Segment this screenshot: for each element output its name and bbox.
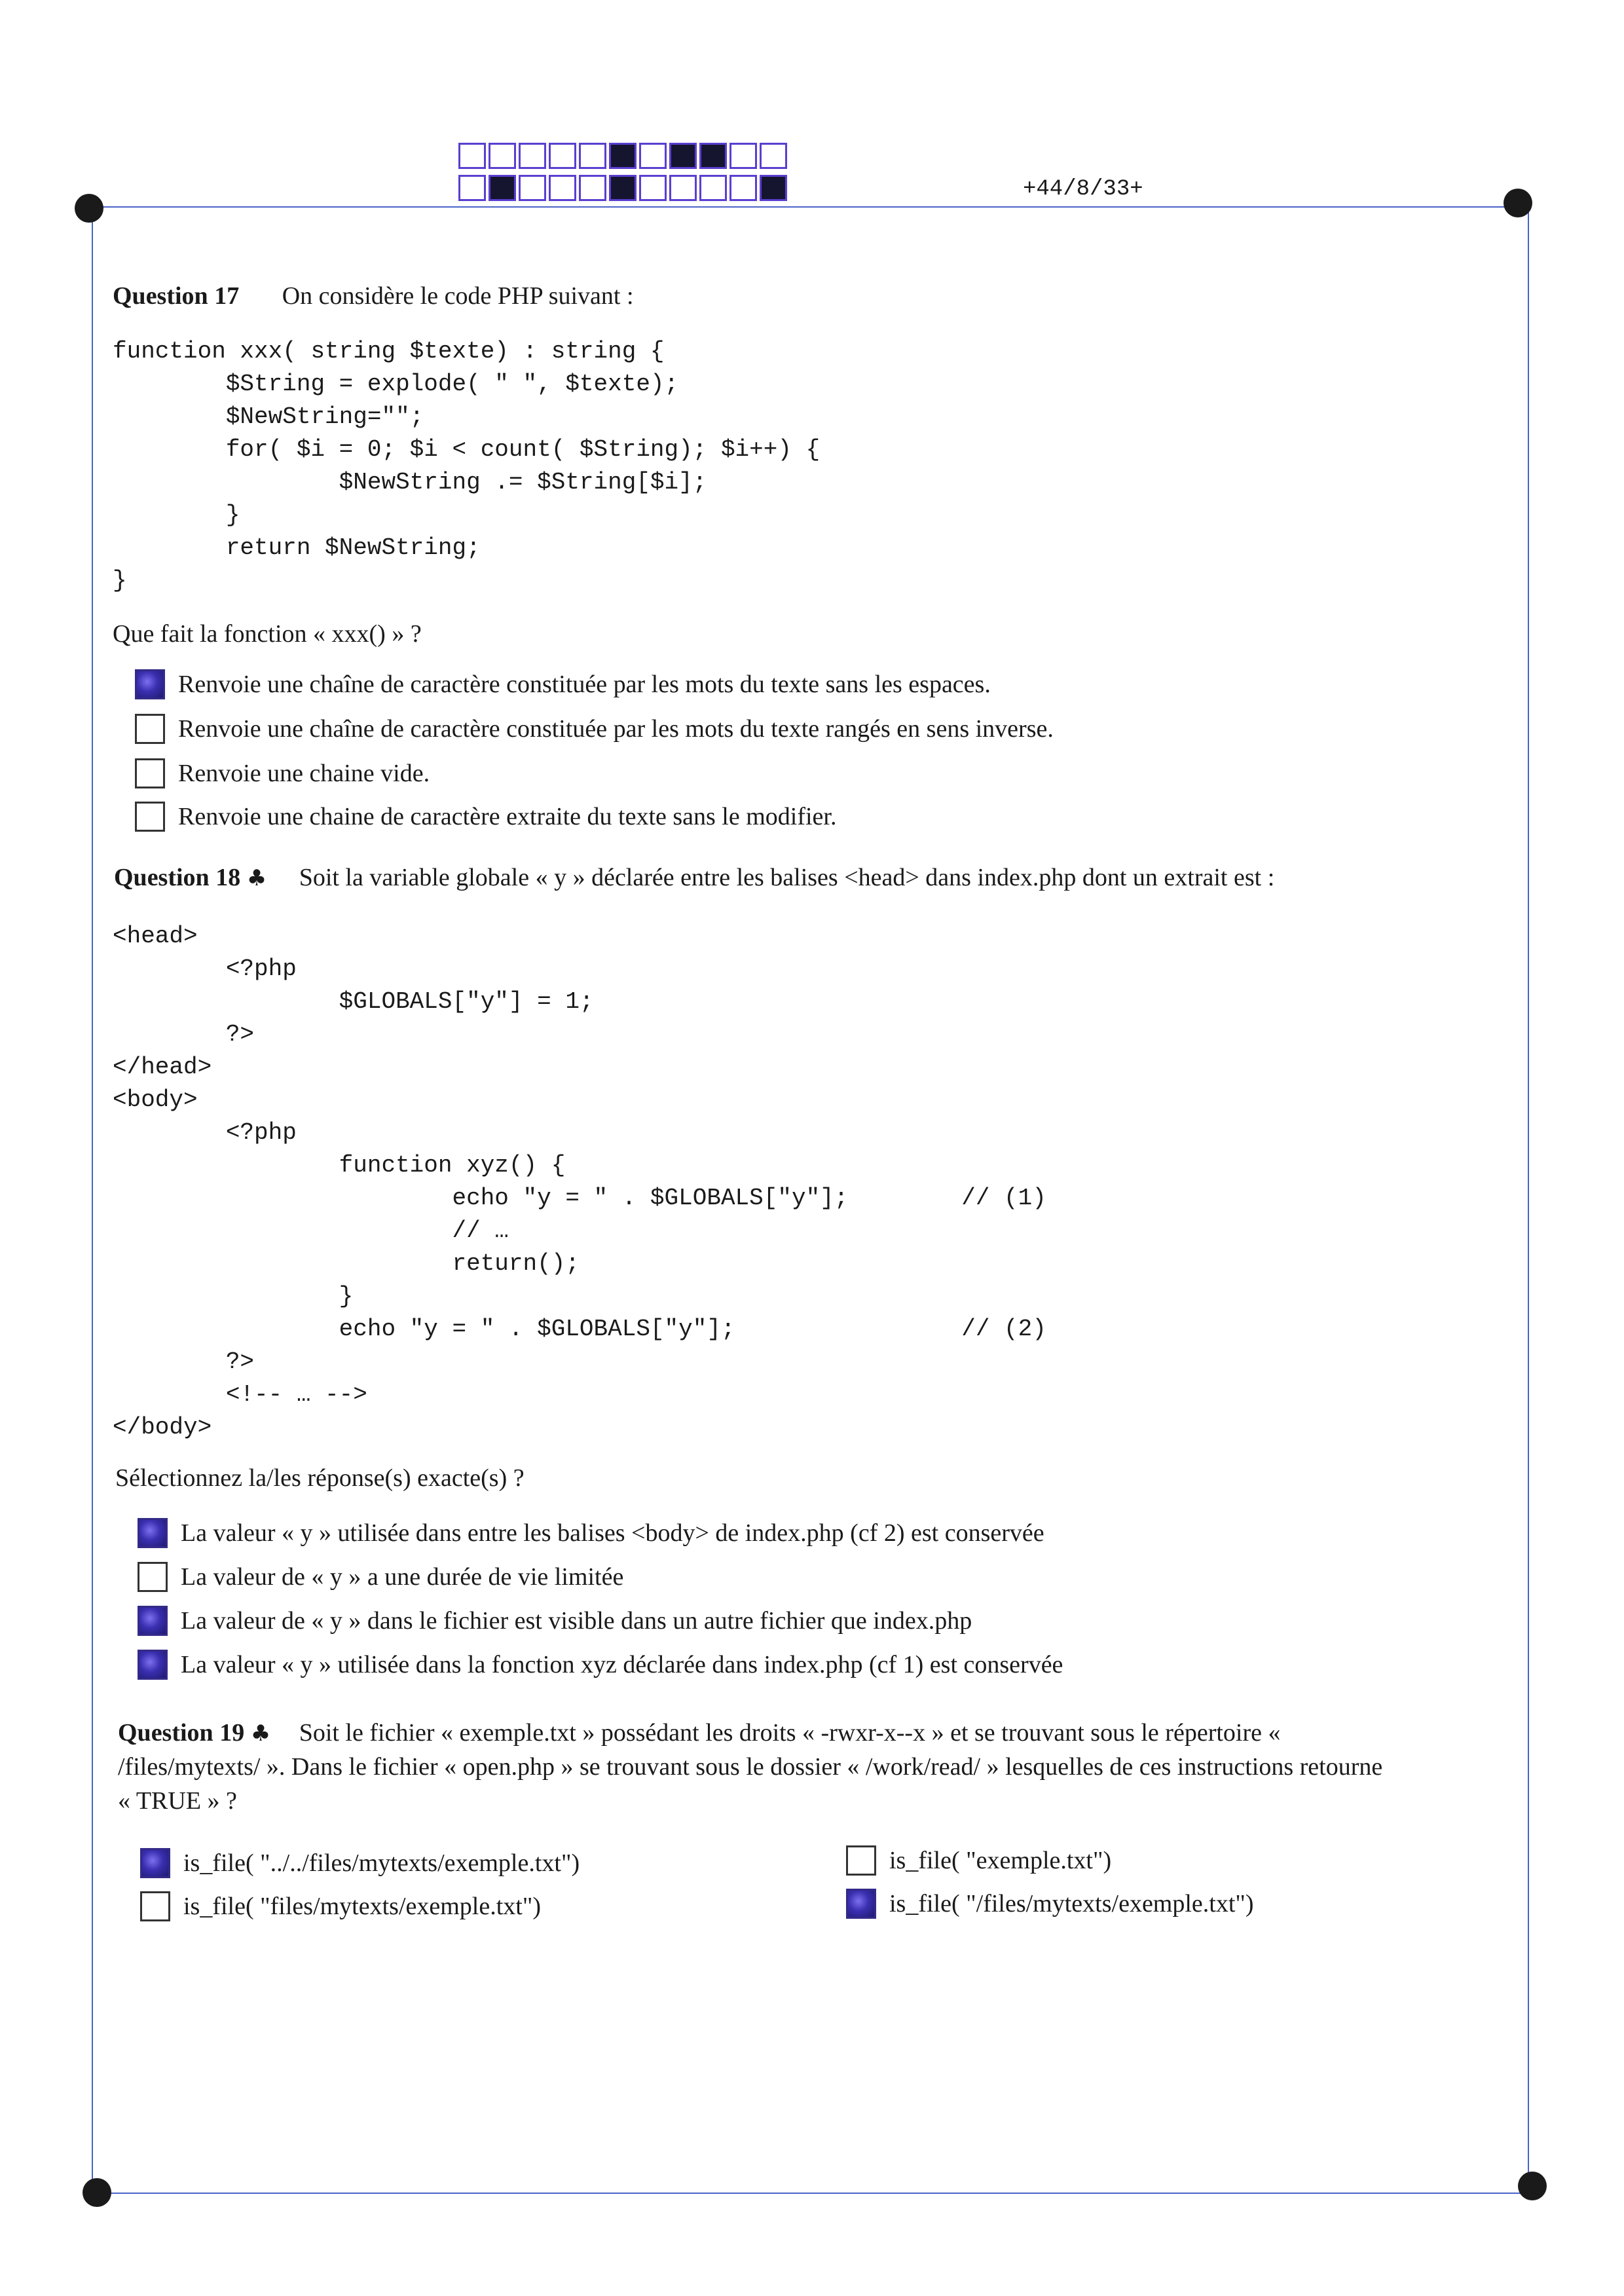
question-19-title: Question 19	[118, 1719, 245, 1747]
checkbox[interactable]	[135, 669, 165, 699]
question-17-prompt: On considère le code PHP suivant :	[282, 282, 634, 310]
option-label: La valeur « y » utilisée dans la fonction xyz déclarée dans index.php (cf 1) est conservée	[181, 1651, 1063, 1678]
barcode-cell	[519, 175, 546, 201]
corner-mark-bottom-left	[83, 2178, 111, 2207]
question-19-prompt-line-2: /files/mytexts/ ». Dans le fichier « open.php » se trouvant sous le dossier « /work/read/ » lesquelles de ces instructions retourne	[118, 1753, 1383, 1781]
q19-option-3[interactable]	[846, 1845, 1111, 1876]
q19-option-1[interactable]	[140, 1848, 580, 1878]
barcode-cell	[729, 175, 757, 201]
barcode-row-1	[458, 143, 790, 169]
option-label: Renvoie une chaine vide.	[178, 760, 430, 787]
option-label: La valeur de « y » dans le fichier est visible dans un autre fichier que index.php	[181, 1607, 972, 1635]
checkbox[interactable]	[135, 714, 165, 744]
barcode-cell	[458, 143, 486, 169]
barcode-cell	[579, 175, 606, 201]
question-17-heading	[113, 282, 634, 310]
checkbox[interactable]	[846, 1889, 876, 1919]
barcode-cell	[669, 175, 697, 201]
barcode-cell	[489, 143, 516, 169]
checkbox[interactable]	[138, 1606, 168, 1636]
checkbox[interactable]	[846, 1845, 876, 1876]
question-19-prompt-line-3: « TRUE » ?	[118, 1787, 237, 1815]
question-17-title: Question 17	[113, 282, 240, 310]
question-18-code: <head> <?php $GLOBALS["y"] = 1; ?> </head> <body> <?php function xyz() { echo "y = " . $GLOBALS["y"]; // (1) // … return(); } echo "y = " . $GLOBALS["y"]; // (2) ?> <!-- … --> </body>	[113, 923, 1046, 1441]
q19-option-4[interactable]	[846, 1889, 1254, 1919]
club-icon: ♣	[250, 1720, 271, 1747]
barcode-cell	[639, 175, 667, 201]
q17-option-4[interactable]	[135, 802, 836, 832]
question-18-heading	[114, 863, 1274, 892]
barcode-cell	[699, 143, 727, 169]
club-icon: ♣	[246, 865, 267, 891]
corner-mark-top-left	[75, 194, 103, 223]
q19-option-2[interactable]	[140, 1891, 541, 1921]
page-code: +44/8/33+	[1023, 177, 1143, 202]
barcode-cell	[609, 143, 637, 169]
barcode-cell	[549, 143, 576, 169]
checkbox[interactable]	[138, 1650, 168, 1680]
option-label: is_file( "../../files/mytexts/exemple.txt")	[183, 1849, 580, 1877]
barcode-cell	[579, 143, 606, 169]
barcode-cell	[609, 175, 637, 201]
option-label: Renvoie une chaîne de caractère constituée par les mots du texte sans les espaces.	[178, 671, 991, 698]
question-18-question: Sélectionnez la/les réponse(s) exacte(s) ?	[115, 1464, 525, 1492]
option-label: Renvoie une chaine de caractère extraite du texte sans le modifier.	[178, 803, 837, 830]
barcode-cell	[519, 143, 546, 169]
question-19-heading	[118, 1718, 1509, 1747]
checkbox[interactable]	[140, 1848, 170, 1878]
option-label: is_file( "/files/mytexts/exemple.txt")	[889, 1890, 1254, 1917]
question-17-question: Que fait la fonction « xxx() » ?	[113, 620, 422, 648]
q18-option-1[interactable]	[138, 1518, 1044, 1548]
barcode-cell	[729, 143, 757, 169]
barcode-cell	[639, 143, 667, 169]
barcode-cell	[669, 143, 697, 169]
option-label: is_file( "exemple.txt")	[889, 1847, 1112, 1874]
barcode-cell	[760, 175, 787, 201]
barcode-cell	[699, 175, 727, 201]
checkbox[interactable]	[138, 1562, 168, 1592]
option-label: La valeur « y » utilisée dans entre les balises <body> de index.php (cf 2) est conservée	[181, 1519, 1044, 1547]
q18-option-4[interactable]	[138, 1650, 1063, 1680]
checkbox[interactable]	[135, 802, 165, 832]
q17-option-2[interactable]	[135, 714, 1054, 744]
q18-option-2[interactable]	[138, 1562, 623, 1592]
q17-option-3[interactable]	[135, 758, 430, 788]
barcode-cell	[760, 143, 787, 169]
question-17-code: function xxx( string $texte) : string { $String = explode( " ", $texte); $NewString=""; for( $i = 0; $i < count( $String); $i++) { $NewString .= $String[$i]; } return $NewString; }	[113, 338, 821, 594]
q17-option-1[interactable]	[135, 669, 991, 699]
option-label: La valeur de « y » a une durée de vie limitée	[181, 1563, 624, 1591]
q18-option-3[interactable]	[138, 1606, 972, 1636]
barcode-cell	[489, 175, 516, 201]
barcode-cell	[458, 175, 486, 201]
barcode-cell	[549, 175, 576, 201]
question-18-title: Question 18	[114, 864, 241, 891]
option-label: is_file( "files/mytexts/exemple.txt")	[183, 1893, 542, 1920]
barcode-row-2	[458, 175, 790, 201]
question-18-prompt: Soit la variable globale « y » déclarée entre les balises <head> dans index.php dont un extrait est :	[299, 864, 1275, 891]
question-19-prompt-line-1: Soit le fichier « exemple.txt » possédant les droits « -rwxr-x--x » et se trouvant sous le répertoire «	[299, 1719, 1281, 1747]
corner-mark-top-right	[1504, 189, 1532, 217]
checkbox[interactable]	[135, 758, 165, 788]
checkbox[interactable]	[140, 1891, 170, 1921]
corner-mark-bottom-right	[1518, 2172, 1547, 2200]
checkbox[interactable]	[138, 1518, 168, 1548]
option-label: Renvoie une chaîne de caractère constituée par les mots du texte rangés en sens inverse.	[178, 715, 1054, 743]
